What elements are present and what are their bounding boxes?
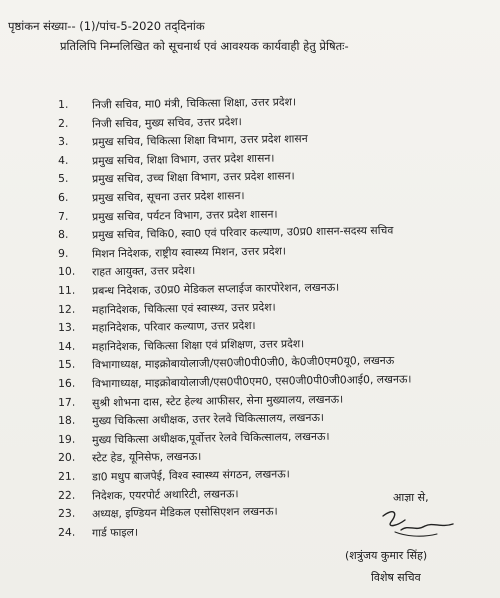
- recipient-text: मुख्य चिकित्सा अधीक्षक,पूर्वोत्तर रेलवे चिकित्सालय, लखनऊ।: [92, 429, 330, 447]
- recipient-text: डा0 मधुप बाजपेई, विश्व स्वास्थ्य संगठन, लखनऊ।: [92, 467, 290, 484]
- recipient-number: 16.: [58, 376, 76, 390]
- recipient-text: विभागाध्यक्ष, माइक्रोबायोलाजी/एस0जी0पी0जी0, के0जी0एम0यू0, लखनऊ: [92, 354, 395, 372]
- recipient-number: 9.: [58, 246, 69, 260]
- recipient-text: प्रमुख सचिव, शिक्षा विभाग, उत्तर प्रदेश शासन।: [92, 151, 275, 168]
- recipient-text: प्रबन्ध निदेशक, उ0प्र0 मेडिकल सप्लाईज कारपोरेशन, लखनऊ।: [92, 280, 340, 298]
- recipient-text: निदेशक, एयरपोर्ट अथारिटी, लखनऊ।: [92, 486, 239, 503]
- recipient-number: 7.: [58, 209, 69, 223]
- recipient-text: अध्यक्ष, इण्डियन मेडिकल एसोसिएशन लखनऊ।: [92, 504, 278, 521]
- recipient-number: 5.: [58, 172, 69, 186]
- recipient-number: 15.: [58, 358, 76, 372]
- recipient-text: प्रमुख सचिव, चिकित्सा शिक्षा विभाग, उत्तर प्रदेश शासन: [92, 132, 308, 149]
- recipient-number: 1.: [58, 97, 69, 111]
- signature-block: [345, 490, 495, 590]
- recipient-number: 11.: [58, 283, 76, 297]
- recipient-text: प्रमुख सचिव, चिकि0, स्वा0 एवं परिवार कल्याण, उ0प्र0 शासन-सदस्य सचिव: [92, 223, 394, 242]
- recipient-text: मिशन निदेशक, राष्ट्रीय स्वास्थ्य मिशन, उत्तर प्रदेश।: [92, 244, 287, 261]
- recipient-number: 23.: [58, 506, 76, 521]
- recipient-number: 3.: [58, 135, 69, 149]
- signatory-designation: विशेष सचिव: [371, 571, 421, 584]
- by-order-text: आज्ञा से,: [393, 491, 429, 504]
- recipient-text: निजी सचिव, मुख्य सचिव, उत्तर प्रदेश।: [92, 114, 242, 131]
- copy-forwarded-line: प्रतिलिपि निम्नलिखित को सूचनार्थ एवं आवश्यक कार्यवाही हेतु प्रेषितः-: [60, 39, 349, 53]
- recipient-text: महानिदेशक, परिवार कल्याण, उत्तर प्रदेश।: [92, 319, 256, 335]
- recipient-number: 24.: [58, 525, 76, 539]
- recipient-text: गार्ड फाइल।: [92, 525, 139, 540]
- recipient-text: प्रमुख सचिव, पर्यटन विभाग, उत्तर प्रदेश शासन।: [92, 207, 278, 224]
- recipient-number: 2.: [58, 116, 69, 130]
- recipient-number: 20.: [58, 451, 76, 465]
- recipient-number: 18.: [58, 413, 76, 428]
- recipient-text: निजी सचिव, मा0 मंत्री, चिकित्सा शिक्षा, उत्तर प्रदेश।: [92, 95, 297, 112]
- signatory-name: (शत्रुंजय कुमार सिंह): [345, 549, 428, 562]
- recipient-number: 6.: [58, 190, 69, 204]
- recipient-text: महानिदेशक, चिकित्सा शिक्षा एवं प्रशिक्षण, उत्तर प्रदेश।: [92, 336, 305, 354]
- recipient-text: सुश्री शोभना दास, स्टेट हेल्थ आफीसर, सेना मुख्यालय, लखनऊ।: [92, 392, 344, 410]
- recipient-text: महानिदेशक, चिकित्सा एवं स्वास्थ्य, उत्तर प्रदेश।: [92, 300, 276, 317]
- recipient-number: 4.: [58, 153, 69, 167]
- recipient-text: मुख्य चिकित्सा अधीक्षक, उत्तर रेलवे चिकित्सालय, लखनऊ।: [92, 411, 325, 428]
- recipient-number: 21.: [58, 469, 76, 483]
- recipient-number: 14.: [58, 339, 76, 353]
- recipient-text: विभागाध्यक्ष, माइक्रोबायोलाजी/एस0पी0एम0, एस0जी0पी0जी0आई0, लखनऊ।: [92, 372, 412, 391]
- recipient-text: प्रमुख सचिव, सूचना उत्तर प्रदेश शासन।: [92, 189, 245, 205]
- recipient-number: 12.: [58, 302, 76, 316]
- handwritten-signature: [375, 502, 465, 542]
- recipient-number: 19.: [58, 432, 76, 446]
- recipient-number: 8.: [58, 228, 69, 242]
- recipient-text: राहत आयुक्त, उत्तर प्रदेश।: [92, 264, 196, 279]
- recipient-number: 13.: [58, 320, 76, 335]
- endorsement-number-line: पृष्ठांकन संख्या-- (1)/पांच-5-2020 तद्‌दिनांक: [8, 19, 205, 33]
- recipient-number: 22.: [58, 488, 76, 502]
- recipient-text: स्टेट हेड, यूनिसेफ, लखनऊ।: [92, 450, 202, 465]
- recipient-number: 10.: [58, 265, 76, 279]
- recipient-number: 17.: [58, 395, 76, 409]
- recipient-text: प्रमुख सचिव, उच्च शिक्षा विभाग, उत्तर प्रदेश शासन।: [92, 169, 295, 186]
